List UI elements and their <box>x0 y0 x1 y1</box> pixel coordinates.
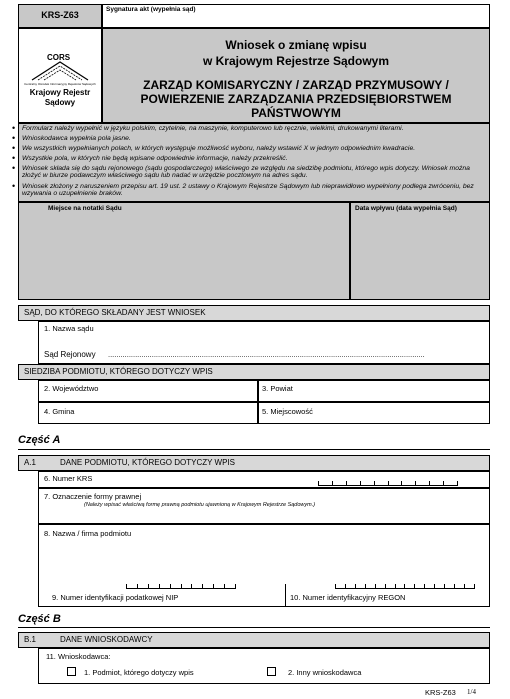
registry-name: Krajowy Rejestr Sądowy <box>29 88 91 107</box>
part-a-heading: Część A <box>18 434 61 446</box>
court-notes-label: Miejsce na notatki Sądu <box>48 205 122 212</box>
form-title-line1: Wniosek o zmianę wpisu <box>225 38 367 52</box>
option-other-checkbox[interactable] <box>267 667 276 676</box>
krs-number-label: 6. Numer KRS <box>44 474 93 483</box>
option-entity-label: 1. Podmiot, którego dotyczy wpis <box>84 668 194 677</box>
nip-divider <box>285 584 286 607</box>
court-name-label: 1. Nazwa sądu <box>44 324 94 333</box>
entity-name-label: 8. Nazwa / firma podmiotu <box>44 529 132 538</box>
nip-label: 9. Numer identyfikacji podatkowej NIP <box>52 593 179 602</box>
footer-form-code: KRS-Z63 <box>425 688 456 697</box>
instruction-5: • Wniosek składa się do sądu rejonowego (sądu gospodarczego) właściwego ze względu na siedzibę podmiotu, którego wpis dotyczy. Wniosek można złożyć w biurze podawczym właściwego sądu lub nadać w urzędzie pocztowym na adres sądu. <box>22 165 480 179</box>
instruction-4: • Wszystkie pola, w których nie będą wpisane odpowiednie informacje, należy przekreślić. <box>22 155 482 162</box>
received-date-box <box>350 202 490 300</box>
instruction-3: • We wszystkich wypełnianych polach, w których występuje możliwość wyboru, należy wstawić X w jednym odpowiednim kwadracie. <box>22 145 482 152</box>
received-date-label: Data wpływu (data wypełnia Sąd) <box>355 205 457 212</box>
instruction-1: • Formularz należy wypełnić w języku polskim, czytelnie, na maszynie, komputerowo lub ręcznie, wielkimi, drukowanymi literami. <box>22 125 482 132</box>
court-section-title: SĄD, DO KTÓREGO SKŁADANY JEST WNIOSEK <box>24 308 206 317</box>
footer-page-number: 1/4 <box>467 688 476 696</box>
cors-logo-text: CORS <box>47 53 71 62</box>
logo-subtext: Centralny Ośrodek Informacyjny Rejestrów Sądowych <box>24 82 96 86</box>
locality-label: 5. Miejscowość <box>262 407 313 416</box>
legal-form-label: 7. Oznaczenie formy prawnej <box>44 492 142 501</box>
court-notes-box <box>18 202 350 300</box>
court-name-dots: ........................................................................................................................................................ <box>108 350 425 359</box>
option-entity-checkbox[interactable] <box>67 667 76 676</box>
cors-logo-icon <box>28 60 92 82</box>
krs-number-comb <box>318 481 458 486</box>
commune-label: 4. Gmina <box>44 407 75 416</box>
instruction-6: • Wniosek złożony z naruszeniem przepisu art. 19 ust. 2 ustawy o Krajowym Rejestrze Sądowym lub nieprawidłowo wypełniony podlega zwróceniu, bez wzywania o uzupełnienie braków. <box>22 183 480 197</box>
part-b-rule <box>18 627 490 628</box>
form-subtitle: ZARZĄD KOMISARYCZNY / ZARZĄD PRZYMUSOWY / POWIERZENIE ZARZĄDZANIA PRZEDSIĘBIORSTWEM PAŃSTWOWYM <box>140 78 452 120</box>
nip-comb <box>126 584 236 589</box>
part-a-rule <box>18 449 490 450</box>
b1-title: DANE WNIOSKODAWCY <box>60 635 153 644</box>
form-title-line2: w Krajowym Rejestrze Sądowym <box>202 54 390 68</box>
instruction-2: • Wnioskodawca wypełnia pola jasne. <box>22 135 482 142</box>
form-code: KRS-Z63 <box>41 10 79 20</box>
voivodeship-label: 2. Województwo <box>44 384 99 393</box>
seat-section-title: SIEDZIBA PODMIOTU, KTÓREGO DOTYCZY WPIS <box>24 367 213 376</box>
regon-comb <box>335 584 475 589</box>
signature-label: Sygnatura akt (wypełnia sąd) <box>106 6 196 13</box>
court-name-value: Sąd Rejonowy <box>44 350 96 359</box>
b1-number: B.1 <box>24 635 37 644</box>
applicant-label: 11. Wnioskodawca: <box>46 652 111 661</box>
legal-form-note: (Należy wpisać właściwą formę prawną podmiotu ujawnioną w Krajowym Rejestrze Sądowym.) <box>84 502 316 508</box>
county-label: 3. Powiat <box>262 384 293 393</box>
a1-number: A.1 <box>24 458 37 467</box>
regon-label: 10. Numer identyfikacyjny REGON <box>290 593 406 602</box>
part-b-heading: Część B <box>18 613 61 625</box>
a1-title: DANE PODMIOTU, KTÓREGO DOTYCZY WPIS <box>60 458 235 467</box>
option-other-label: 2. Inny wnioskodawca <box>288 668 362 677</box>
